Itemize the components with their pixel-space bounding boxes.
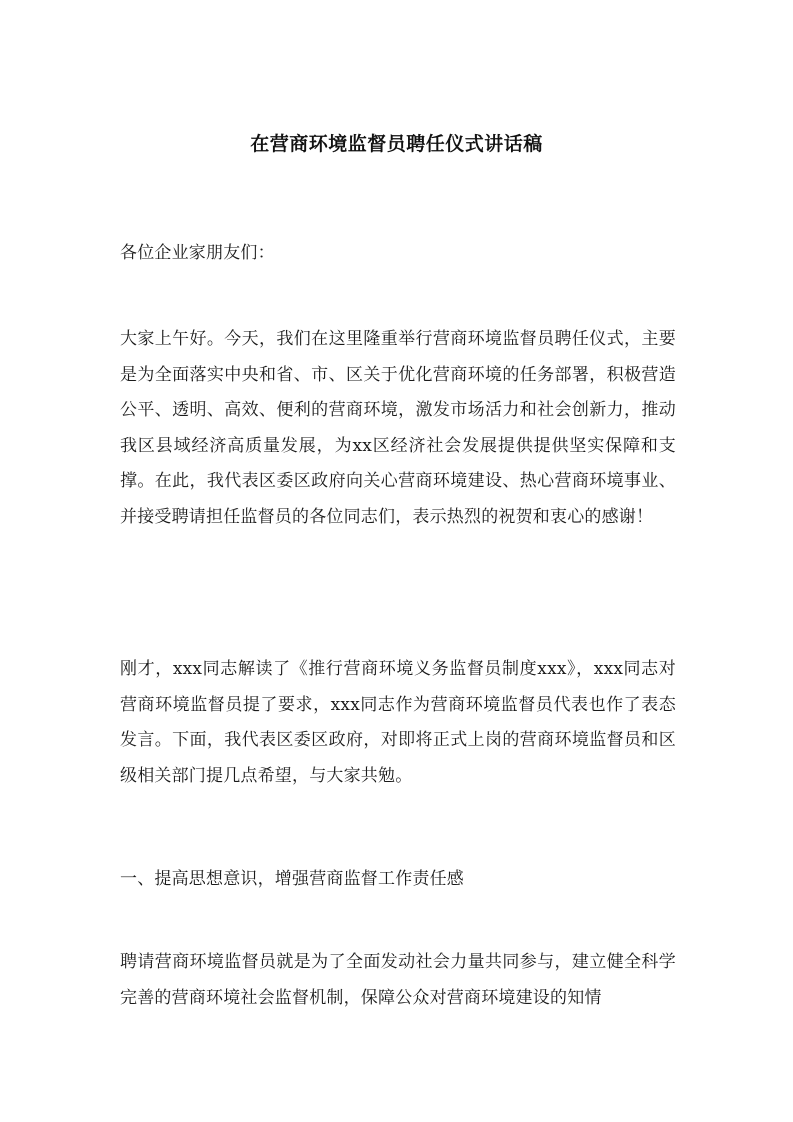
section-heading-1: 一、提高思想意识，增强营商监督工作责任感 <box>120 869 464 889</box>
document-title: 在营商环境监督员聘任仪式讲话稿 <box>250 133 543 155</box>
paragraph-section-1: 聘请营商环境监督员就是为了全面发动社会力量共同参与，建立健全科学完善的营商环境社会监督机制，保障公众对营商环境建设的知情 <box>120 952 676 1008</box>
paragraph-remarks: 刚才，xxx同志解读了《推行营商环境义务监督员制度xxx》，xxx同志对营商环境监督员提了要求，xxx同志作为营商环境监督员代表也作了表态发言。下面，我代表区委区政府，对即将正式上岗的营商环境监督员和区级相关部门提几点希望，与大家共勉。 <box>120 659 676 786</box>
salutation: 各位企业家朋友们： <box>120 243 275 263</box>
paragraph-opening: 大家上午好。今天，我们在这里隆重举行营商环境监督员聘任仪式，主要是为全面落实中央和省、市、区关于优化营商环境的任务部署，积极营造公平、透明、高效、便利的营商环境，激发市场活力和社会创新力，推动我区县域经济高质量发展，为xx区经济社会发展提供提供坚实保障和支撑。在此，我代表区委区政府向关心营商环境建设、热心营商环境事业、并接受聘请担任监督员的各位同志们，表示热烈的祝贺和衷心的感谢！ <box>120 329 676 527</box>
